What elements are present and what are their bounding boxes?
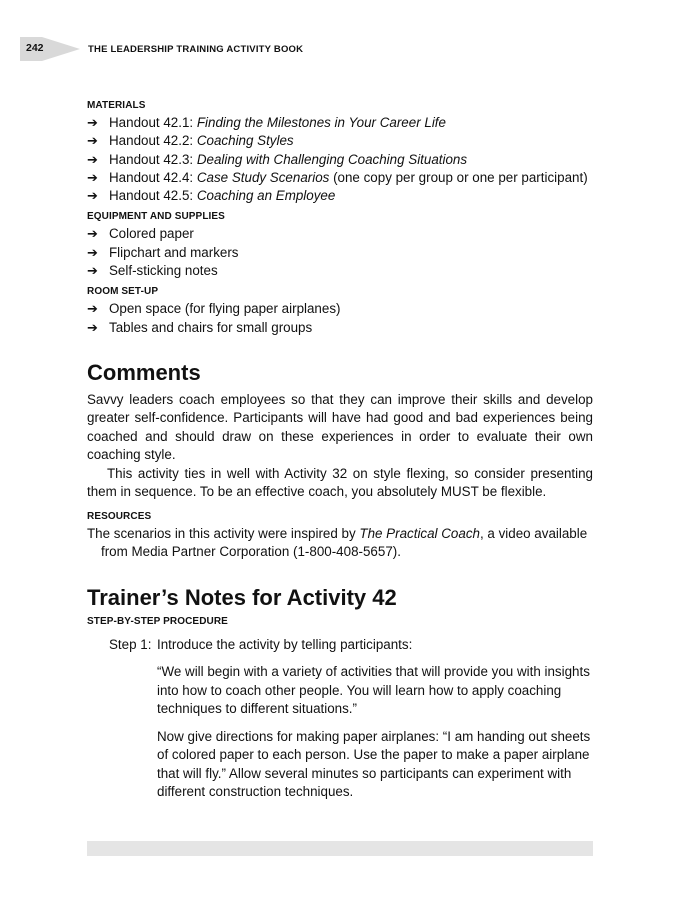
list-item: ➔ Colored paper bbox=[87, 225, 593, 243]
arrow-right-icon: ➔ bbox=[87, 133, 98, 149]
arrow-right-icon: ➔ bbox=[87, 301, 98, 317]
arrow-right-icon: ➔ bbox=[87, 244, 98, 260]
list-item: ➔ Handout 42.3: Dealing with Challenging Coaching Situations bbox=[87, 151, 593, 169]
arrow-right-icon: ➔ bbox=[87, 169, 98, 185]
step-1-quote: “We will begin with a variety of activities that will provide you with insights into how to coach other people. You will learn how to apply coaching techniques to different situations.” bbox=[157, 664, 590, 717]
arrow-right-icon: ➔ bbox=[87, 151, 98, 167]
room-setup-list bbox=[87, 300, 593, 337]
resources-text: The scenarios in this activity were inspired by The Practical Coach, a video available from Media Partner Corporation (1-800-408-5657). bbox=[87, 525, 588, 560]
step-1 bbox=[87, 636, 593, 655]
room-setup-heading: ROOM SET-UP bbox=[87, 286, 159, 298]
page-number: 242 bbox=[26, 42, 44, 54]
list-item: ➔ Handout 42.2: Coaching Styles bbox=[87, 132, 593, 150]
procedure-heading: STEP-BY-STEP PROCEDURE bbox=[87, 615, 228, 627]
comments-paragraph-2: This activity ties in well with Activity 32 on style flexing, so consider presenting them in sequence. To be an effective coach, you absolutely MUST be flexible. bbox=[87, 465, 593, 500]
footer-bar bbox=[87, 841, 593, 856]
arrow-right-icon: ➔ bbox=[87, 319, 98, 335]
list-item: ➔ Open space (for flying paper airplanes) bbox=[87, 300, 593, 318]
arrow-right-icon: ➔ bbox=[87, 263, 98, 279]
list-item: ➔ Handout 42.5: Coaching an Employee bbox=[87, 187, 593, 205]
step-1-directions: Now give directions for making paper airplanes: “I am handing out sheets of colored paper to each person. Use the paper to make a paper airplane that will fly.” Allow several minutes so participants can experiment with different construction techniques. bbox=[157, 728, 591, 800]
running-title: THE LEADERSHIP TRAINING ACTIVITY BOOK bbox=[88, 44, 304, 55]
equipment-heading: EQUIPMENT AND SUPPLIES bbox=[87, 211, 225, 223]
arrow-right-icon: ➔ bbox=[87, 188, 98, 204]
resources-heading: RESOURCES bbox=[87, 510, 152, 522]
comments-paragraph-1: Savvy leaders coach employees so that they can improve their skills and develop greater self-confidence. Participants will have had good and bad experiences being coached and should draw on these experiences in order to evaluate their own coaching style. bbox=[87, 391, 593, 463]
page-content bbox=[87, 100, 593, 802]
trainer-notes-title: Trainer’s Notes for Activity 42 bbox=[87, 584, 397, 610]
list-item: ➔ Handout 42.1: Finding the Milestones in Your Career Life bbox=[87, 114, 593, 132]
list-item: ➔ Tables and chairs for small groups bbox=[87, 319, 593, 337]
list-item: ➔ Self-sticking notes bbox=[87, 262, 593, 280]
step-label: Step 1: bbox=[109, 636, 152, 652]
arrow-right-icon: ➔ bbox=[87, 226, 98, 242]
comments-title: Comments bbox=[87, 359, 201, 385]
step-text: Introduce the activity by telling participants: bbox=[157, 636, 413, 652]
arrow-right-icon: ➔ bbox=[87, 115, 98, 130]
list-item: ➔ Handout 42.4: Case Study Scenarios (one copy per group or one per participant) bbox=[87, 169, 593, 187]
materials-list bbox=[87, 114, 593, 205]
equipment-list bbox=[87, 225, 593, 280]
materials-heading: MATERIALS bbox=[87, 100, 146, 111]
list-item: ➔ Flipchart and markers bbox=[87, 244, 593, 262]
